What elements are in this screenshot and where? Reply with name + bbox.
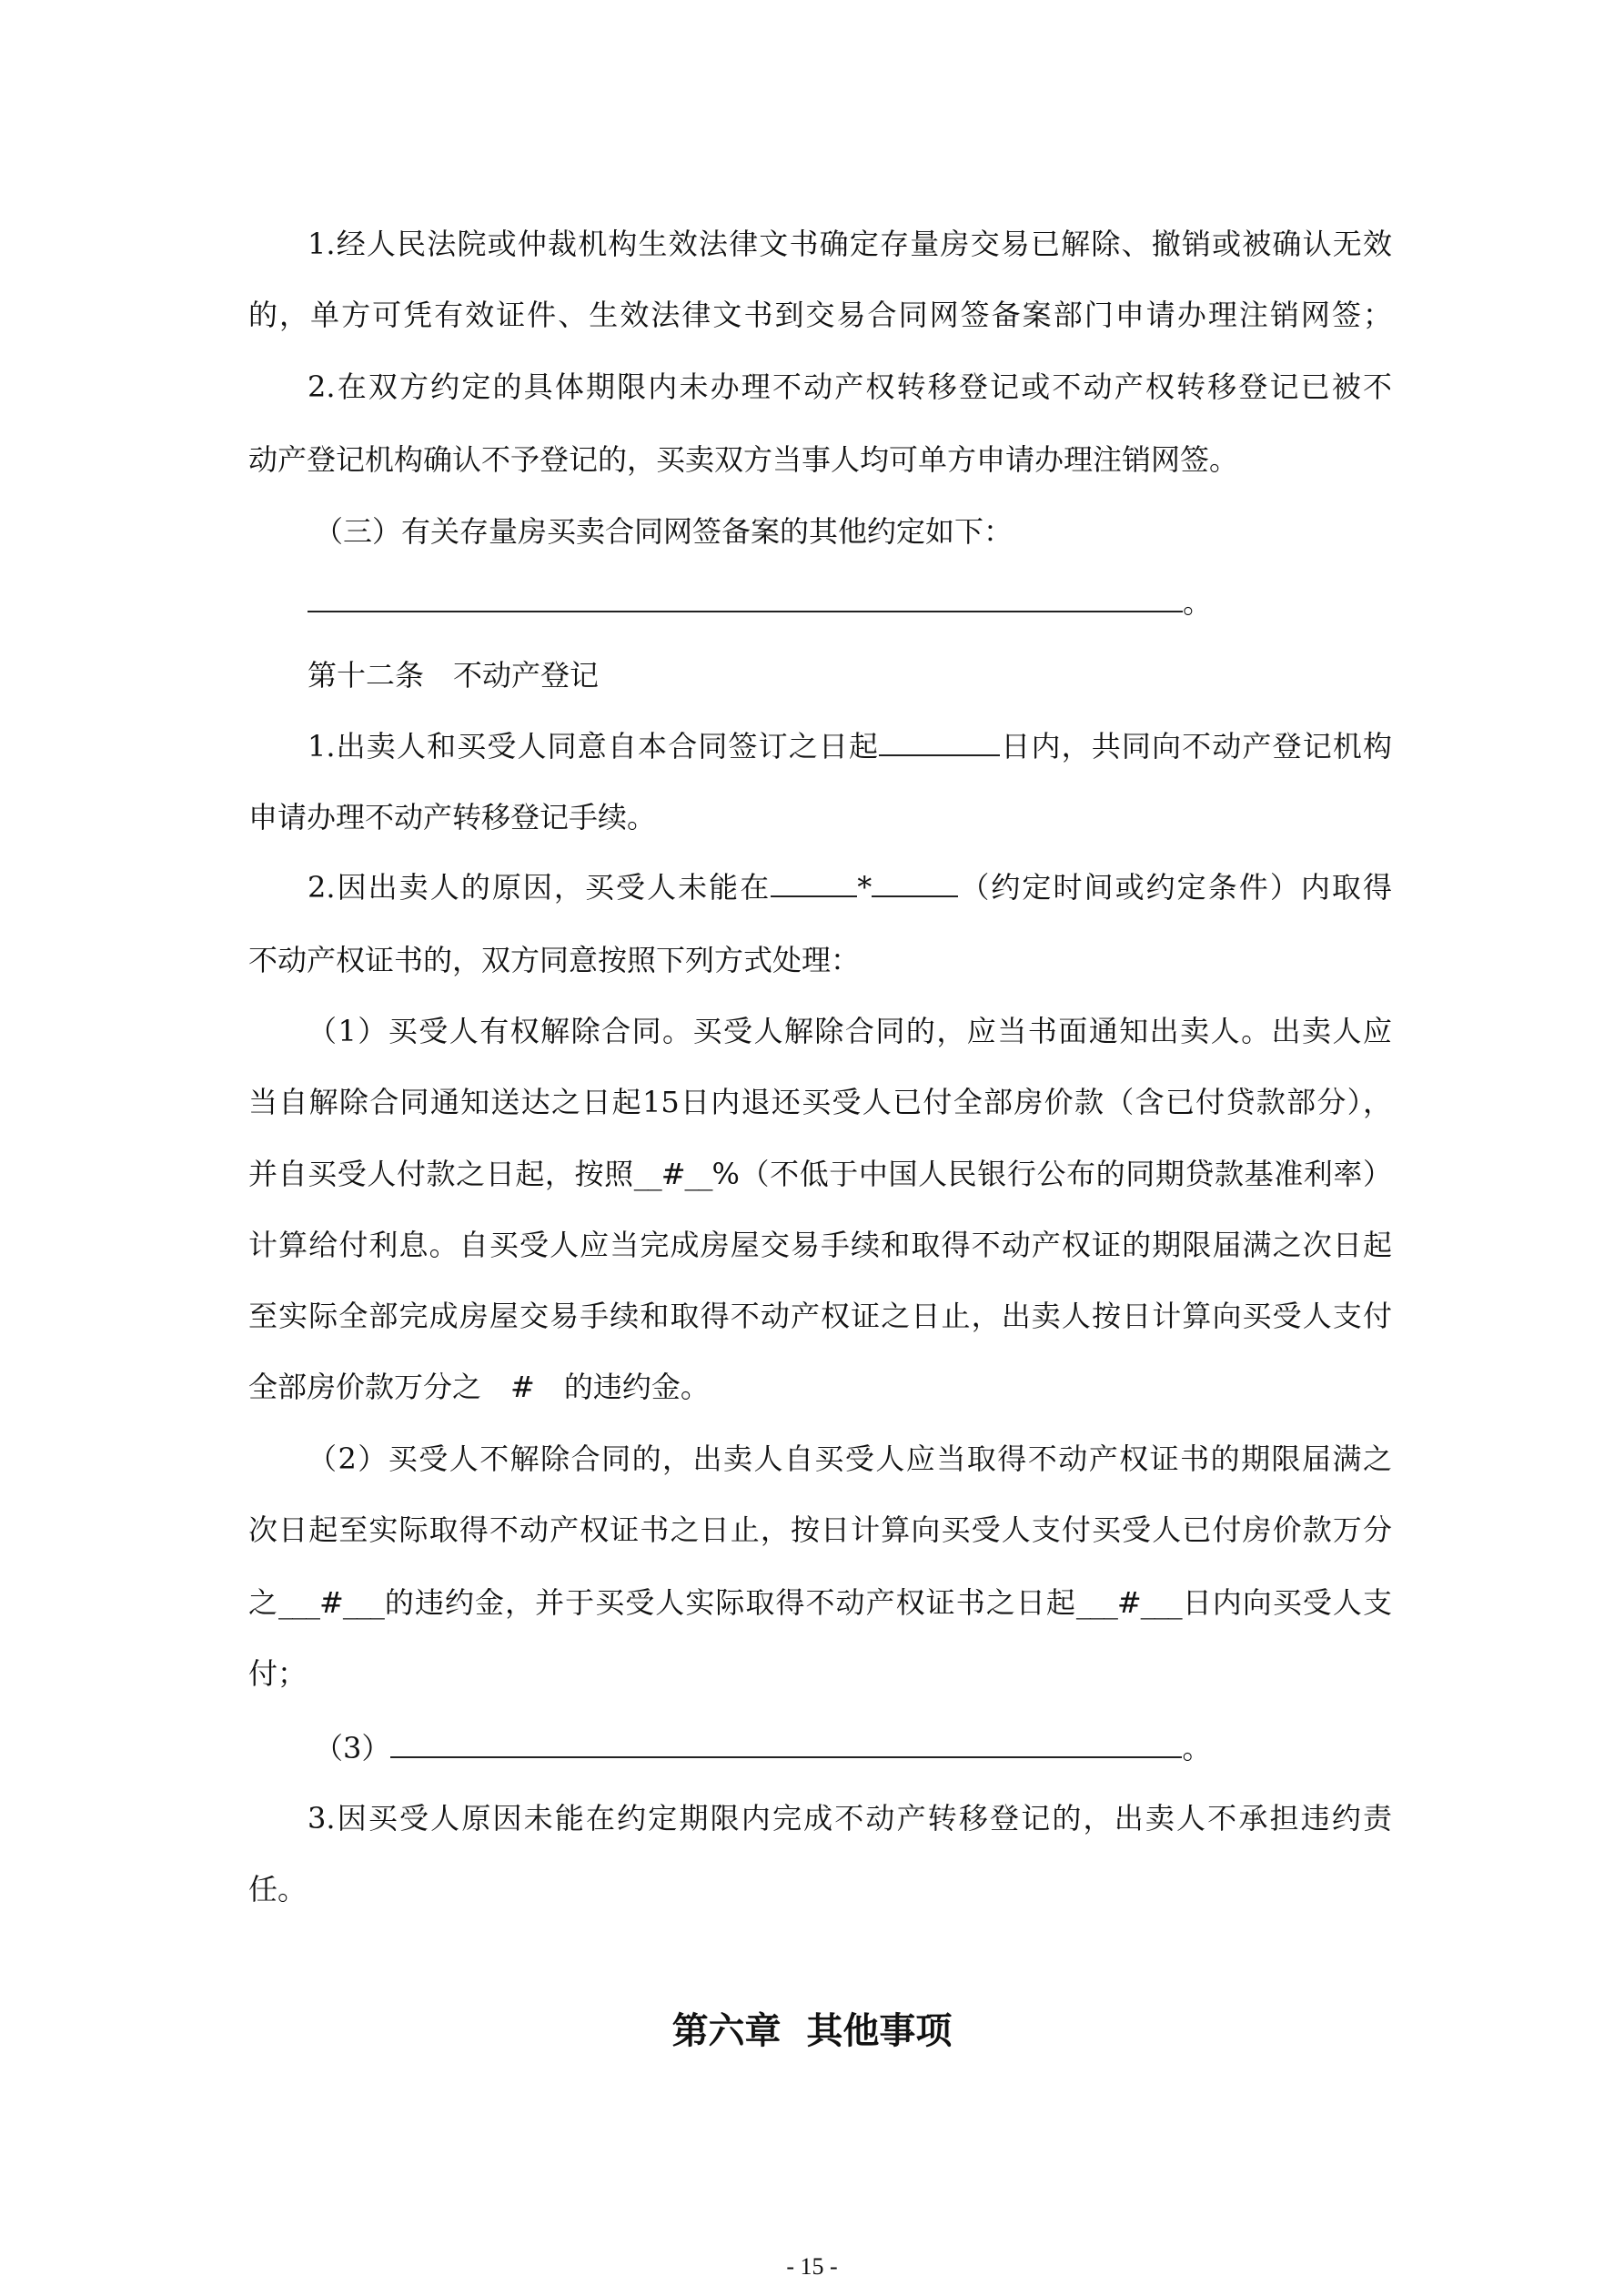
text: 的违约金。 [563,1370,710,1404]
paragraph-line [308,860,1392,915]
rate-value[interactable]: __#__ [633,1157,712,1191]
paragraph-line: 次日起至实际取得不动产权证书之日止，按日计算向买受人支付买受人已付房价款万分 [248,1512,1392,1547]
text: 日内向买受人支 [1181,1585,1392,1620]
paragraph-line: 1.经人民法院或仲裁机构生效法律文书确定存量房交易已解除、撤销或被确认无效 [308,227,1392,261]
period: 。 [1183,585,1213,620]
time-blank[interactable] [771,866,857,897]
paragraph-line: 计算给付利息。自买受人应当完成房屋交易手续和取得不动产权证的期限届满之次日起 [248,1228,1392,1262]
blank-field[interactable] [390,1727,1182,1758]
paragraph-line: 至实际全部完成房屋交易手续和取得不动产权证之日止，出卖人按日计算向买受人支付 [248,1299,1392,1333]
paragraph-line [248,1147,1392,1201]
paragraph-line [248,1360,710,1414]
period: 。 [1182,1731,1212,1765]
time-blank[interactable] [872,866,958,897]
paragraph-line: 任。 [248,1872,308,1907]
chapter-heading: 第六章 其他事项 [671,2010,953,2052]
text: （约定时间或约定条件）内取得 [958,870,1392,905]
text: 并自买受人付款之日起，按照 [248,1157,634,1191]
paragraph-line: （1）买受人有权解除合同。买受人解除合同的，应当书面通知出卖人。出卖人应 [308,1014,1392,1048]
fill-in-line [308,575,1212,630]
star-mark: * [857,870,873,905]
text: 全部房价款万分之 [248,1370,482,1404]
fill-in-line [314,1721,1211,1775]
paragraph-line [308,719,1392,774]
page-number: - 15 - [786,2253,838,2280]
text: 1.出卖人和买受人同意自本合同签订之日起 [308,729,880,764]
text: 2.因出卖人的原因，买受人未能在 [308,870,772,905]
text: 日内，共同向不动产登记机构 [1000,729,1392,764]
paragraph-line: 申请办理不动产转移登记手续。 [248,800,657,834]
paragraph-line: （三）有关存量房买卖合同网签备案的其他约定如下： [314,514,1014,549]
penalty-value[interactable]: # [481,1370,564,1404]
paragraph-line: 不动产权证书的，双方同意按照下列方式处理： [248,943,861,977]
days-blank[interactable] [879,725,1000,756]
blank-field[interactable] [308,582,1183,612]
article-title: 第十二条 不动产登记 [308,658,600,693]
text: %（不低于中国人民银行公布的同期贷款基准利率） [711,1157,1392,1191]
paragraph-line: 付； [248,1656,308,1691]
paragraph-line [248,1575,1392,1630]
text: 的违约金，并于买受人实际取得不动产权证书之日起 [383,1585,1076,1620]
days-value[interactable]: ___#___ [1075,1585,1182,1620]
paragraph-line: 动产登记机构确认不予登记的，买卖双方当事人均可单方申请办理注销网签。 [248,442,1239,477]
paragraph-line: 2.在双方约定的具体期限内未办理不动产权转移登记或不动产权转移登记已被不 [308,369,1392,404]
paragraph-line: （2）买受人不解除合同的，出卖人自买受人应当取得不动产权证书的期限届满之 [308,1441,1392,1476]
paragraph-line: 3.因买受人原因未能在约定期限内完成不动产转移登记的，出卖人不承担违约责 [308,1801,1392,1836]
paragraph-line: 的，单方可凭有效证件、生效法律文书到交易合同网签备案部门申请办理注销网签； [248,298,1392,332]
penalty-value[interactable]: ___#___ [278,1585,384,1620]
text: （3） [314,1731,391,1765]
paragraph-line: 当自解除合同通知送达之日起15日内退还买受人已付全部房价款（含已付贷款部分）， [248,1085,1392,1119]
text: 之 [248,1585,279,1620]
